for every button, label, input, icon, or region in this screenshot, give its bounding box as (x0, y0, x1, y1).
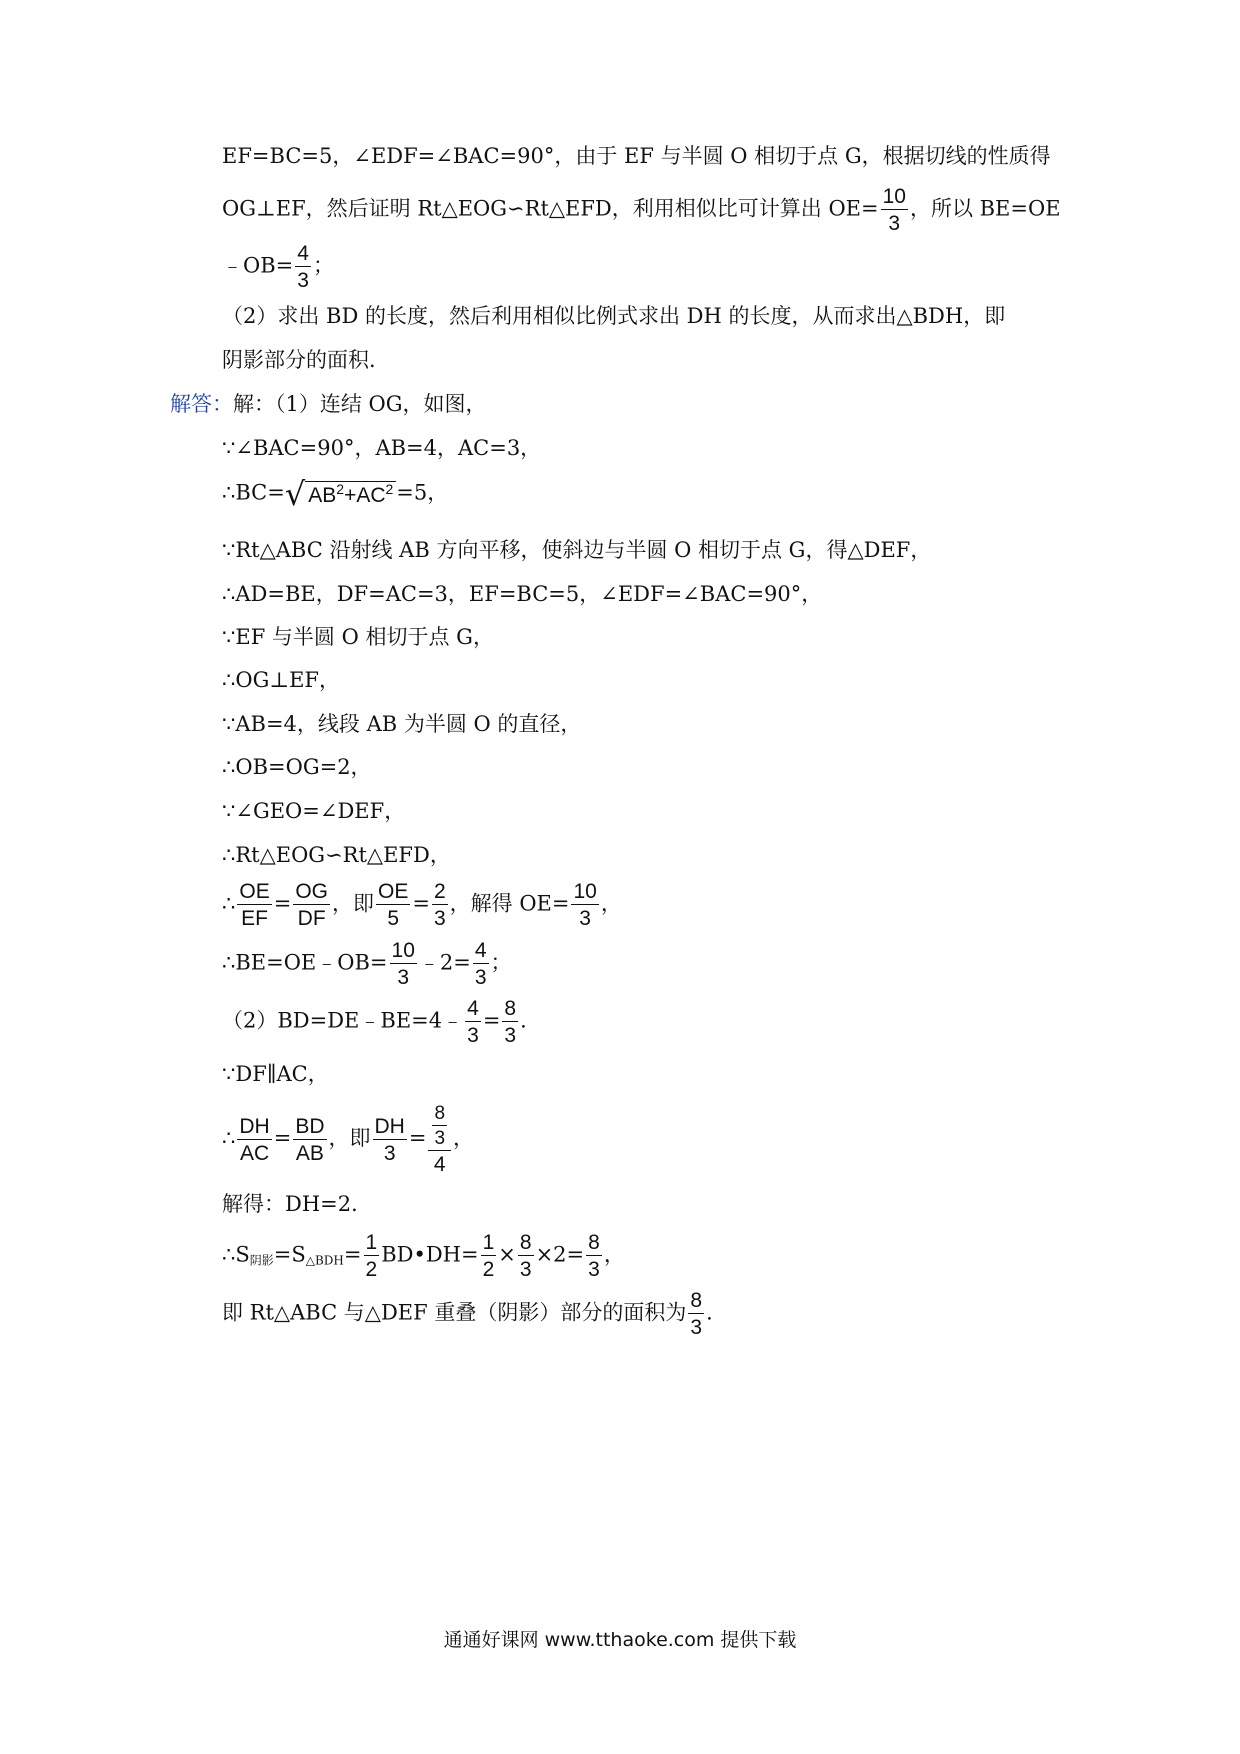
fraction (571, 881, 598, 929)
numerator: 8 (434, 1103, 446, 1124)
area-symbol: ∴S (222, 1242, 250, 1267)
solution-line-1-text: 解：（1）连结 OG，如图， (233, 392, 487, 416)
solution-line-11: ∴Rt△EOG∽Rt△EFD， (222, 843, 451, 867)
analysis-line-3-post: ； (312, 253, 334, 278)
semicolon: ； (490, 950, 512, 975)
fraction (518, 1232, 534, 1280)
fraction (390, 940, 417, 988)
period: ． (706, 1300, 728, 1325)
times-two: ×2= (535, 1242, 585, 1267)
solution-line-19 (222, 1290, 727, 1338)
denominator: 3 (579, 907, 591, 930)
numerator: DH (239, 1114, 270, 1138)
numerator: 4 (467, 997, 479, 1020)
solution-line-18 (222, 1232, 625, 1280)
denominator: DF (297, 907, 326, 930)
numerator: OG (295, 880, 328, 903)
namely-text: ，即 (332, 891, 374, 916)
fraction (586, 1232, 602, 1280)
bc-result: =5， (396, 480, 449, 505)
solve-text: ，解得 OE= (449, 891, 570, 916)
denominator: AC (239, 1141, 270, 1165)
equals: = (482, 1008, 501, 1033)
equals-s: =S (273, 1242, 306, 1267)
page-footer: 通通好课网 www.tthaoke.com 提供下载 (443, 1629, 797, 1651)
subscript-shaded: 阴影 (249, 1253, 274, 1268)
denominator: 2 (365, 1258, 378, 1281)
equals: = (273, 1126, 292, 1150)
fraction (502, 998, 518, 1046)
solution-line-6: ∵EF 与半圆 O 相切于点 G， (222, 625, 494, 649)
fraction (373, 1116, 407, 1164)
radicand (305, 481, 396, 507)
solution-label: 解答： (170, 392, 233, 416)
numerator: BD (295, 1114, 325, 1138)
denominator: 3 (434, 1128, 446, 1149)
solution-line-16 (222, 1104, 474, 1175)
fraction (688, 1290, 704, 1338)
numerator: 8 (690, 1289, 703, 1312)
numerator: 10 (573, 880, 597, 903)
comma: ， (453, 1126, 475, 1150)
denominator: 3 (888, 212, 901, 235)
solution-line-7: ∴OG⊥EF， (222, 668, 341, 692)
numerator: 10 (391, 939, 415, 962)
equals: = (412, 891, 430, 916)
times: × (498, 1242, 516, 1267)
numerator: 8 (519, 1231, 532, 1254)
denominator: 3 (504, 1024, 517, 1047)
solution-line-13 (222, 940, 512, 988)
denominator: 3 (397, 966, 410, 989)
fraction (432, 881, 448, 929)
namely-text: ，即 (328, 1126, 371, 1150)
numerator: 4 (297, 242, 309, 265)
solution-line-2: ∵∠BAC=90°，AB=4，AC=3， (222, 436, 542, 460)
solution-line-15: ∵DF∥AC， (222, 1062, 329, 1086)
denominator: 3 (690, 1316, 703, 1339)
equals: = (273, 891, 292, 916)
radical-sign: √ (284, 475, 306, 513)
numerator: 1 (482, 1231, 495, 1254)
solution-line-14 (222, 998, 541, 1046)
square-root (284, 475, 396, 513)
analysis-line-1: EF=BC=5，∠EDF=∠BAC=90°，由于 EF 与半圆 O 相切于点 G，根据切线的性质得 (222, 144, 1051, 168)
fraction (481, 1232, 497, 1280)
analysis-line-3 (222, 243, 334, 291)
solution-line-10: ∵∠GEO=∠DEF， (222, 799, 406, 823)
fraction (432, 1104, 447, 1148)
fraction (364, 1232, 380, 1280)
denominator: 3 (383, 1141, 396, 1165)
equals: = (408, 1126, 427, 1150)
solution-line-5: ∴AD=BE，DF=AC=3，EF=BC=5，∠EDF=∠BAC=90°， (222, 582, 823, 606)
exponent: 2 (336, 481, 345, 497)
numerator: 10 (882, 185, 906, 208)
comma: ， (600, 891, 622, 916)
comma: ， (603, 1242, 625, 1267)
denominator: 3 (474, 966, 487, 989)
analysis-line-2-post: ，所以 BE=OE (909, 196, 1061, 221)
analysis-line-3-text: ﹣OB= (222, 253, 294, 278)
denominator: 3 (433, 907, 446, 930)
minus-two: ﹣2= (418, 950, 471, 975)
be-expression: ∴BE=OE﹣OB= (222, 950, 388, 975)
solution-line-9: ∴OB=OG=2， (222, 755, 372, 779)
subscript-triangle: △BDH (305, 1253, 344, 1268)
compound-fraction (428, 1104, 451, 1175)
fraction (293, 881, 330, 929)
denominator: 3 (588, 1258, 600, 1281)
analysis-line-2 (222, 186, 1061, 234)
analysis-line-5: 阴影部分的面积． (222, 348, 390, 372)
exponent: 2 (385, 481, 394, 497)
radicand-ac: +AC (344, 484, 386, 507)
denominator: 2 (482, 1258, 495, 1281)
solution-line-1 (170, 394, 487, 415)
bd-dh-product: BD•DH= (381, 1242, 479, 1267)
analysis-line-2-text: OG⊥EF，然后证明 Rt△EOG∽Rt△EFD，利用相似比可计算出 OE= (222, 196, 879, 221)
fraction (295, 243, 311, 291)
numerator: 2 (433, 880, 446, 903)
denominator: AB (295, 1141, 324, 1165)
therefore-symbol: ∴ (222, 891, 236, 916)
therefore-symbol: ∴ (222, 1126, 236, 1150)
denominator: EF (241, 907, 268, 930)
solution-line-8: ∵AB=4，线段 AB 为半圆 O 的直径， (222, 712, 582, 736)
numerator: 8 (504, 997, 517, 1020)
numerator: OE (239, 880, 270, 903)
fraction (237, 881, 271, 929)
compound-denominator: 4 (433, 1153, 446, 1176)
denominator: 3 (297, 269, 309, 292)
radicand-ab: AB (308, 484, 337, 507)
fraction (293, 1116, 326, 1164)
denominator: 3 (467, 1024, 479, 1047)
numerator: DH (374, 1114, 405, 1138)
compound-numerator (428, 1104, 451, 1151)
solution-line-4: ∵Rt△ABC 沿射线 AB 方向平移，使斜边与半圆 O 相切于点 G，得△DEF， (222, 538, 932, 562)
fraction (465, 998, 481, 1046)
numerator: 8 (588, 1231, 600, 1254)
period: ． (520, 1008, 542, 1033)
numerator: 4 (474, 939, 487, 962)
fraction (376, 881, 410, 929)
numerator: 1 (365, 1231, 378, 1254)
equals: = (343, 1242, 362, 1267)
numerator: OE (378, 880, 409, 903)
denominator: 5 (387, 907, 400, 930)
bd-expression: （2）BD=DE﹣BE=4﹣ (222, 1008, 464, 1033)
fraction (473, 940, 489, 988)
denominator: 3 (519, 1258, 532, 1281)
solution-line-17: 解得：DH=2． (222, 1192, 373, 1216)
fraction (237, 1116, 271, 1164)
solution-line-12 (222, 881, 622, 929)
solution-line-3 (222, 475, 449, 513)
conclusion-text: 即 Rt△ABC 与△DEF 重叠（阴影）部分的面积为 (222, 1300, 687, 1325)
analysis-line-4: （2）求出 BD 的长度，然后利用相似比例式求出 DH 的长度，从而求出△BDH，即 (222, 304, 1006, 328)
fraction (881, 186, 908, 234)
bc-label: ∴BC= (222, 480, 285, 505)
